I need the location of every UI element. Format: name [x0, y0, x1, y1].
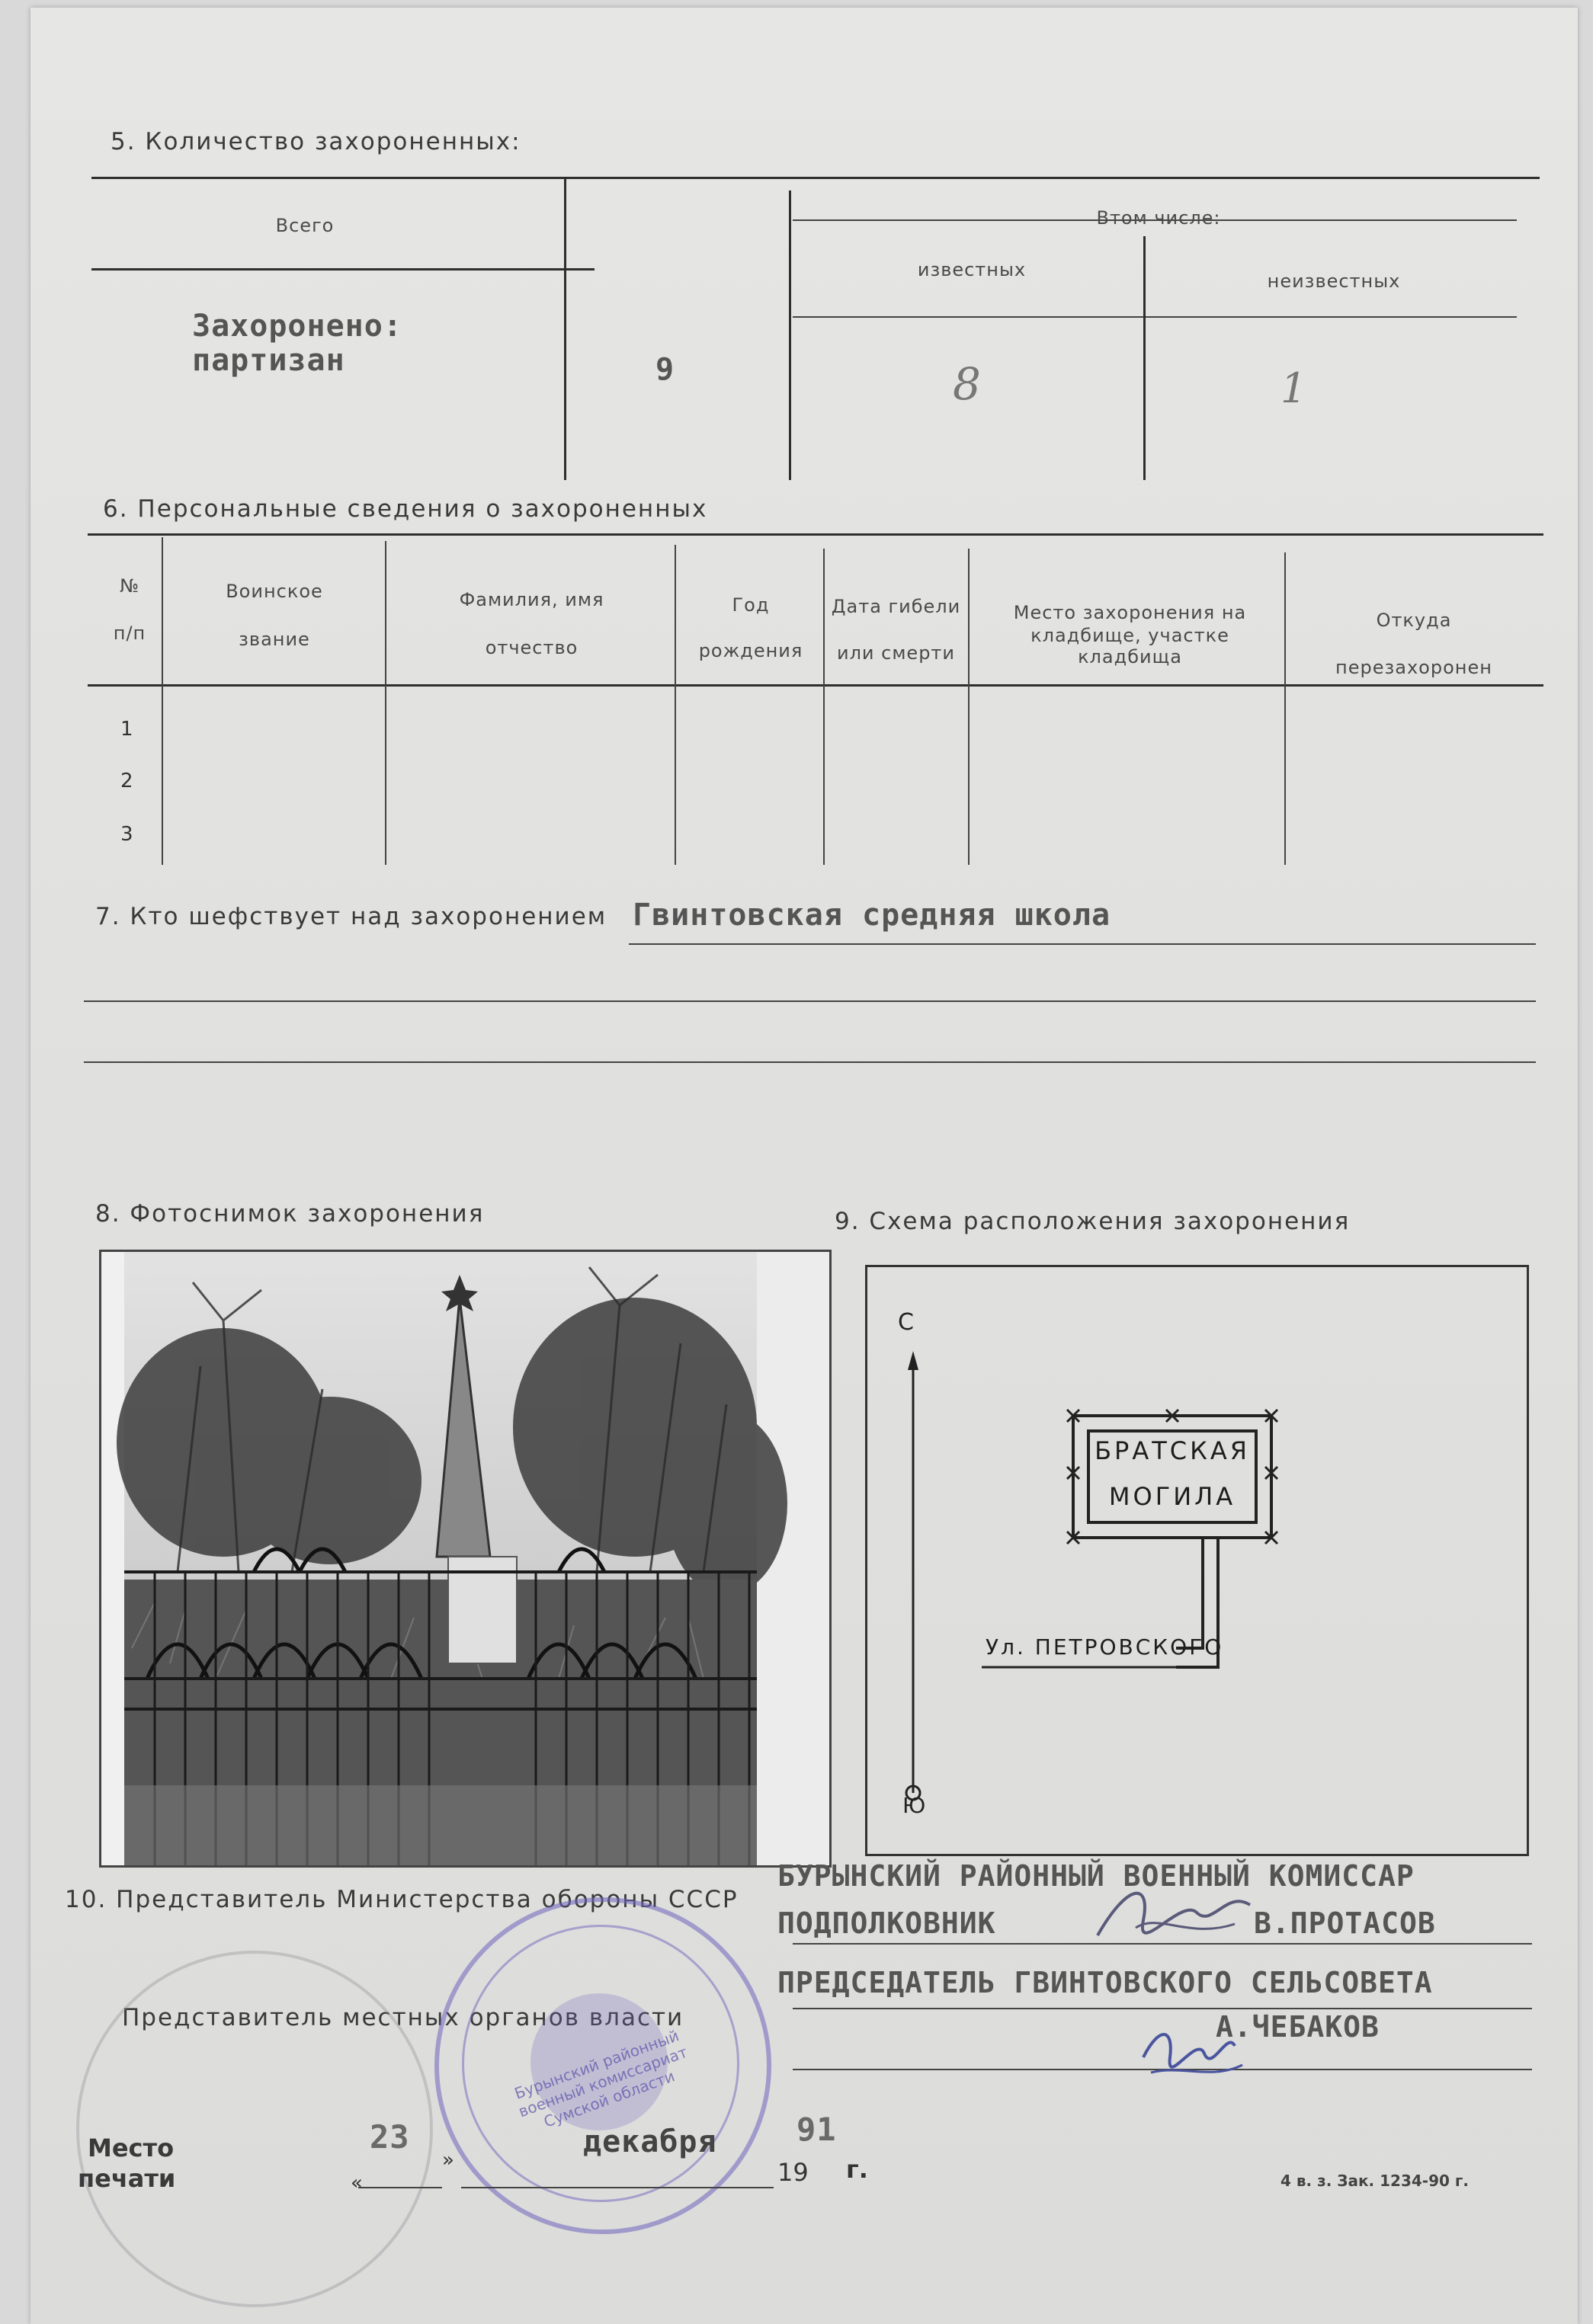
row-number-2: 2 — [120, 770, 133, 792]
south-label: Ю — [902, 1793, 926, 1818]
hdr-rank-2: звание — [239, 629, 310, 650]
patron-value: Гвинтовская средняя школа — [633, 898, 1111, 933]
known-value: 8 — [953, 358, 981, 410]
hdr-place-3: кладбища — [1078, 646, 1182, 667]
stamp-text: Бурынский районный военный комиссариат Сумской области — [511, 2026, 690, 2131]
hdr-from-2: перезахоронен — [1335, 657, 1492, 678]
signature-chebakov — [1128, 2012, 1250, 2095]
signature-protasov — [1082, 1867, 1265, 1958]
rule — [793, 2008, 1532, 2009]
quote-open: « — [351, 2172, 363, 2194]
seal-place-label-2: печати — [78, 2164, 176, 2193]
local-name: А.ЧЕБАКОВ — [1216, 2010, 1380, 2044]
rule — [629, 943, 1536, 945]
row-number-1: 1 — [120, 718, 133, 741]
hdr-year-2: рождения — [698, 640, 803, 661]
seal-place-label-1: Место — [88, 2134, 175, 2162]
rule — [91, 177, 1540, 179]
unknown-value: 1 — [1280, 364, 1307, 412]
section9-title: 9. Схема расположения захоронения — [835, 1208, 1351, 1235]
hdr-num-2: п/п — [113, 623, 146, 644]
hdr-place-2: кладбище, участке — [1030, 625, 1229, 646]
rule — [793, 316, 1517, 318]
hdr-from-1: Откуда — [1376, 610, 1452, 631]
rule — [385, 541, 386, 865]
row-label-2: партизан — [192, 343, 345, 378]
rule — [823, 549, 825, 865]
north-label: С — [898, 1309, 914, 1336]
rule — [162, 537, 163, 865]
quote-close: » — [442, 2149, 454, 2172]
rule — [88, 533, 1543, 536]
rule — [564, 179, 566, 480]
location-scheme — [865, 1265, 1529, 1856]
date-year-suffix: 91 — [796, 2111, 837, 2148]
rule — [358, 2187, 442, 2188]
mo-line2: ПОДПОЛКОВНИК — [777, 1906, 996, 1940]
date-month: декабря — [583, 2124, 717, 2159]
year-unit: г. — [846, 2155, 868, 2184]
section10-title: 10. Представитель Министерства обороны СССР — [65, 1886, 739, 1913]
print-info: 4 в. з. Зак. 1234-90 г. — [1280, 2172, 1469, 2190]
street-label: Ул. ПЕТРОВСКОГО — [986, 1634, 1224, 1660]
section6-title: 6. Персональные сведения о захороненных — [103, 495, 708, 523]
rule — [1143, 236, 1146, 480]
rule — [88, 684, 1543, 687]
rule — [789, 190, 791, 480]
hdr-death-2: или смерти — [836, 642, 956, 664]
hdr-rank-1: Воинское — [226, 581, 323, 602]
col-known-header: известных — [917, 259, 1027, 280]
date-year-prefix: 19 — [777, 2158, 809, 2187]
section5-title: 5. Количество захороненных: — [111, 128, 521, 155]
col-incl-header: Втом числе: — [1096, 207, 1221, 229]
section7-title: 7. Кто шефствует над захоронением — [95, 903, 607, 930]
mo-line1: БУРЫНСКИЙ РАЙОННЫЙ ВОЕННЫЙ КОМИССАР — [777, 1859, 1415, 1893]
row-number-3: 3 — [120, 823, 133, 846]
grave-label-1: БРАТСКАЯ — [1095, 1436, 1250, 1465]
row-label-1: Захоронено: — [192, 309, 402, 344]
hdr-num-1: № — [120, 575, 139, 597]
local-line1: ПРЕДСЕДАТЕЛЬ ГВИНТОВСКОГО СЕЛЬСОВЕТА — [777, 1966, 1433, 1999]
total-value: 9 — [655, 352, 675, 387]
section8-title: 8. Фотоснимок захоронения — [95, 1200, 485, 1228]
hdr-name-1: Фамилия, имя — [459, 589, 604, 610]
grave-label-2: МОГИЛА — [1108, 1482, 1236, 1511]
rule — [675, 545, 676, 865]
military-commissariat-stamp — [434, 1897, 771, 2234]
hdr-name-2: отчество — [485, 637, 579, 658]
hdr-death-1: Дата гибели — [831, 596, 961, 617]
date-day: 23 — [370, 2118, 410, 2156]
mo-name: В.ПРОТАСОВ — [1254, 1906, 1436, 1940]
col-total-header: Всего — [275, 215, 335, 236]
rule — [84, 1000, 1536, 1002]
rule — [91, 268, 595, 270]
hdr-place-1: Место захоронения на — [1013, 602, 1247, 623]
rule — [1284, 552, 1286, 865]
col-unknown-header: неизвестных — [1267, 270, 1401, 292]
document-sheet — [30, 8, 1578, 2324]
local-title: Представитель местных органов власти — [122, 2004, 684, 2031]
rule — [461, 2187, 774, 2188]
rule — [968, 549, 970, 865]
grave-photo — [99, 1250, 832, 1868]
rule — [84, 1061, 1536, 1063]
hdr-year-1: Год — [732, 594, 770, 616]
